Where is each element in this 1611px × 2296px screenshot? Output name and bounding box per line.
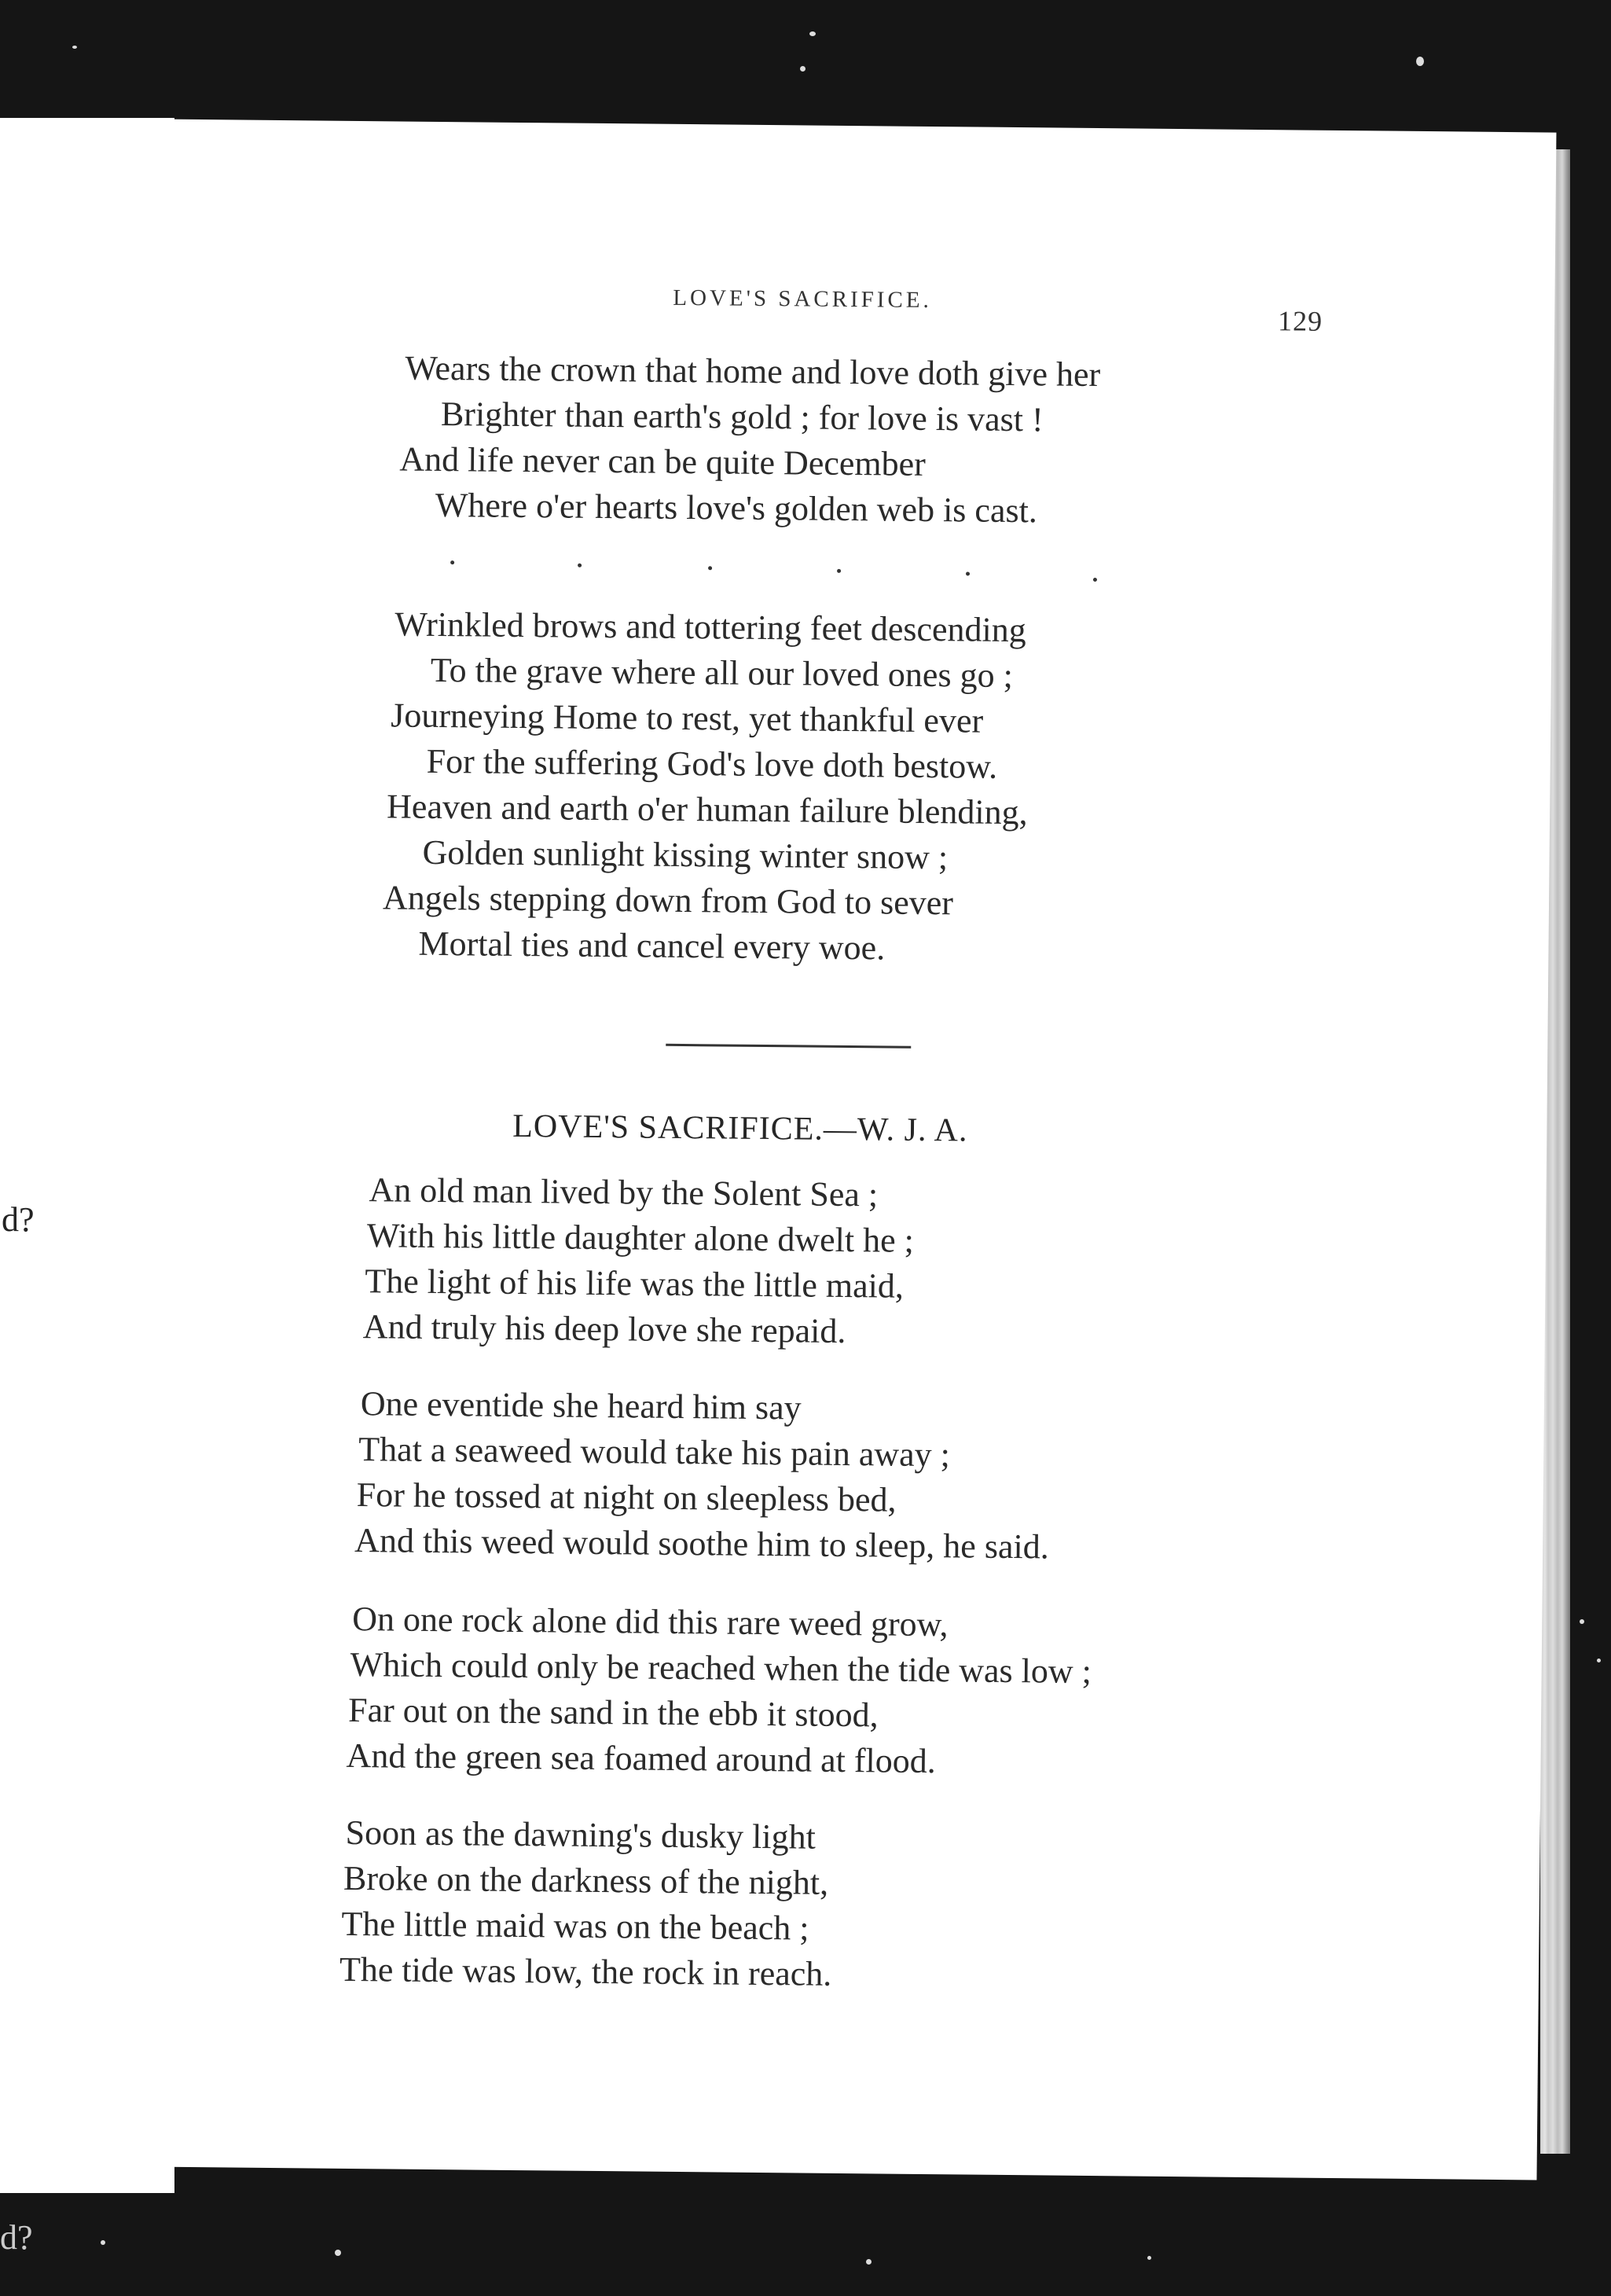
book-page xyxy=(137,119,1557,2180)
section-divider xyxy=(666,1044,911,1049)
ellipsis-dot xyxy=(450,560,454,564)
verse-line: Which could only be reached when the tide was low ; xyxy=(350,1644,1092,1692)
poem-title: LOVE'S SACRIFICE.—W. J. A. xyxy=(512,1108,968,1149)
verse-line: Journeying Home to rest, yet thankful ever xyxy=(391,696,984,740)
verse-line: With his little daughter alone dwelt he ; xyxy=(366,1216,915,1260)
verse-line: Brighter than earth's gold ; for love is vast ! xyxy=(440,395,1044,439)
left-page-fragment: d? xyxy=(0,2218,33,2257)
verse-line: That a seaweed would take his pain away ; xyxy=(358,1430,951,1475)
verse-line: The tide was low, the rock in reach. xyxy=(339,1949,832,1993)
verse-line: Heaven and earth o'er human failure blending, xyxy=(386,787,1028,832)
verse-line: The little maid was on the beach ; xyxy=(341,1904,809,1948)
verse-line: And this weed would soothe him to sleep, he said. xyxy=(354,1521,1049,1567)
dust-speck xyxy=(800,66,806,72)
dust-speck xyxy=(1580,1619,1584,1624)
left-page-fragment: d? xyxy=(2,1200,35,1239)
verse-line: Angels stepping down from God to sever xyxy=(382,878,954,923)
verse-line: Soon as the dawning's dusky light xyxy=(345,1813,817,1857)
ellipsis-dots xyxy=(156,119,1557,133)
verse-line: The light of his life was the little maid, xyxy=(365,1262,905,1306)
dust-speck xyxy=(1147,2256,1151,2260)
verse-line: And the green sea foamed around at flood. xyxy=(346,1736,936,1781)
verse-line: And life never can be quite December xyxy=(399,439,927,483)
ellipsis-dot xyxy=(966,571,970,575)
verse-line: Golden sunlight kissing winter snow ; xyxy=(422,832,949,877)
ellipsis-dot xyxy=(708,566,712,570)
verse-line: On one rock alone did this rare weed grow, xyxy=(352,1599,949,1644)
dust-speck xyxy=(866,2259,872,2265)
verse-line: To the grave where all our loved ones go ; xyxy=(430,650,1014,696)
page-number: 129 xyxy=(1277,305,1323,337)
dust-speck xyxy=(101,2240,105,2245)
verse-line: An old man lived by the Solent Sea ; xyxy=(369,1170,879,1214)
verse-line: For the suffering God's love doth bestow. xyxy=(426,741,998,786)
verse-line: Wears the crown that home and love doth give her xyxy=(405,348,1101,395)
dust-speck xyxy=(1416,57,1424,66)
running-head: LOVE'S SACRIFICE. xyxy=(673,285,932,313)
dust-speck xyxy=(809,31,816,36)
ellipsis-dot xyxy=(837,569,841,573)
ellipsis-dot xyxy=(578,564,582,568)
verse-line: Far out on the sand in the ebb it stood, xyxy=(347,1690,879,1735)
dust-speck xyxy=(335,2250,341,2256)
dust-speck xyxy=(1597,1659,1601,1662)
verse-line: Where o'er hearts love's golden web is cast. xyxy=(435,485,1038,531)
verse-line: One eventide she heard him say xyxy=(360,1384,802,1427)
dust-speck xyxy=(72,46,77,49)
verse-line: Broke on the darkness of the night, xyxy=(343,1858,829,1902)
ellipsis-dot xyxy=(1093,578,1097,582)
verse-line: For he tossed at night on sleepless bed, xyxy=(356,1475,897,1519)
verse-line: Wrinkled brows and tottering feet descending xyxy=(394,604,1027,650)
verse-line: Mortal ties and cancel every woe. xyxy=(418,924,886,968)
verse-line: And truly his deep love she repaid. xyxy=(362,1307,846,1351)
